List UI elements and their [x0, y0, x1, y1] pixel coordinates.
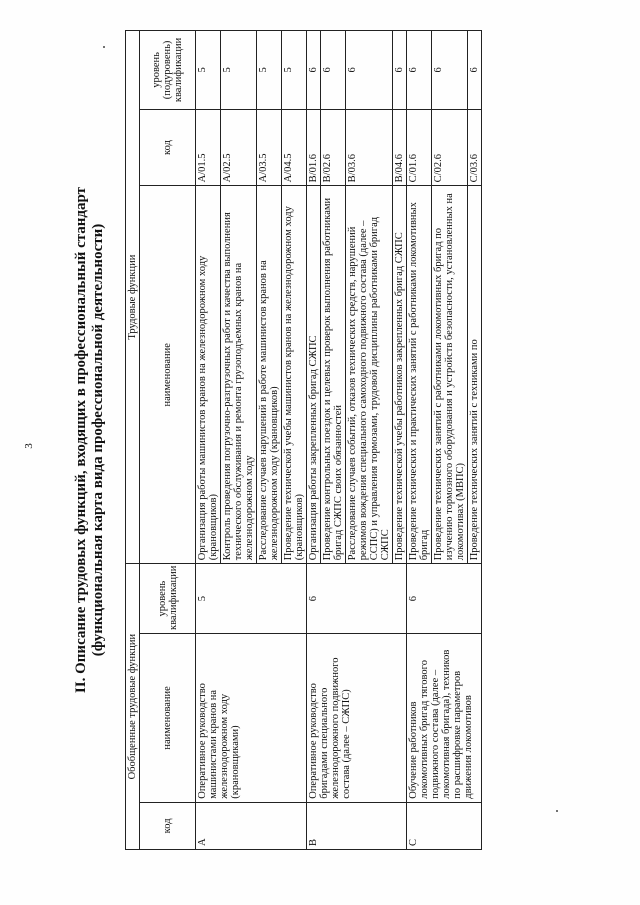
function-level: 6 [321, 31, 346, 110]
group-name: Обучение работников локомотивных бригад тягового подвижного состава (далее – локомотивная бригада), техников по расшифровке параметров движения локомотивов [407, 634, 482, 803]
group-name: Оперативное руководство бригадами специального железнодорожного подвижного состава (далее – СЖПС) [307, 634, 407, 803]
function-code: C/02.6 [432, 109, 468, 185]
function-level: 6 [393, 31, 407, 110]
scan-speck [556, 810, 558, 812]
function-name: Контроль проведения погрузочно-разгрузочных работ и качества выполнения технического обслуживания и ремонта грузоподъемных кранов на железнодорожном ходу [221, 186, 257, 564]
header-func-level: уровень (подуровень) квалификации [140, 31, 196, 110]
group-level: 6 [407, 564, 482, 634]
function-code: B/01.6 [307, 109, 321, 185]
group-level: 5 [196, 564, 307, 634]
function-name: Расследование случаев событий, отказов технических средств, нарушений режимов вождения специального самоходного подвижного состава (далее – ССПС) и управления тормозами, трудовой дисциплины работниками бригад СЖПС [346, 186, 393, 564]
function-code: C/03.6 [468, 109, 482, 185]
function-name: Проведение контрольных поездок и целевых проверок выполнения работниками бригад СЖПС своих обязанностей [321, 186, 346, 564]
function-name: Проведение технических занятий с техниками по [468, 186, 482, 564]
function-level: 5 [282, 31, 307, 110]
function-level: 6 [468, 31, 482, 110]
header-generalized-functions: Обобщенные трудовые функции [126, 564, 140, 850]
function-level: 6 [346, 31, 393, 110]
page-number: 3 [22, 443, 35, 449]
function-level: 5 [257, 31, 282, 110]
function-code: A/03.5 [257, 109, 282, 185]
rotated-page-content [40, 20, 600, 860]
function-level: 6 [407, 31, 432, 110]
function-name: Организация работы закрепленных бригад СЖПС [307, 186, 321, 564]
header-func-code: код [140, 109, 196, 185]
group-code: C [407, 802, 482, 849]
function-code: A/04.5 [282, 109, 307, 185]
group-name: Оперативное руководство машинистами кранов на железнодорожном ходу (крановщиками) [196, 634, 307, 803]
function-code: B/04.6 [393, 109, 407, 185]
function-name: Проведение технической учебы машинистов кранов на железнодорожном ходу (крановщиков) [282, 186, 307, 564]
function-name: Проведение технических занятий с работниками локомотивных бригад по изучению тормозного оборудования и устройств безопасности, установленных на локомотивах (МВПС) [432, 186, 468, 564]
group-code: B [307, 802, 407, 849]
function-level: 6 [307, 31, 321, 110]
function-code: B/02.6 [321, 109, 346, 185]
function-level: 5 [221, 31, 257, 110]
header-gen-level: уровень квалификации [140, 564, 196, 634]
scan-speck [103, 46, 105, 48]
function-code: B/03.6 [346, 109, 393, 185]
header-gen-code: код [140, 802, 196, 849]
header-gen-name: наименование [140, 634, 196, 803]
function-level: 5 [196, 31, 221, 110]
group-code: A [196, 802, 307, 849]
function-name: Организация работы машинистов кранов на железнодорожном ходу (крановщиков) [196, 186, 221, 564]
header-labor-functions: Трудовые функции [126, 31, 140, 564]
group-level: 6 [307, 564, 407, 634]
section-title: II. Описание трудовых функций, входящих в профессиональный стандарт [73, 186, 89, 694]
function-name: Расследование случаев нарушений в работе машинистов кранов на железнодорожном ходу (крановщиков) [257, 186, 282, 564]
function-code: A/01.5 [196, 109, 221, 185]
section-subtitle: (функциональная карта вида профессиональной деятельности) [90, 223, 106, 657]
function-name: Проведение технической учебы работников закрепленных бригад СЖПС [393, 186, 407, 564]
function-code: A/02.5 [221, 109, 257, 185]
functional-map-table [125, 30, 482, 850]
function-level: 6 [432, 31, 468, 110]
function-code: C/01.6 [407, 109, 432, 185]
header-func-name: наименование [140, 186, 196, 564]
function-name: Проведение технических и практических занятий с работниками локомотивных бригад [407, 186, 432, 564]
